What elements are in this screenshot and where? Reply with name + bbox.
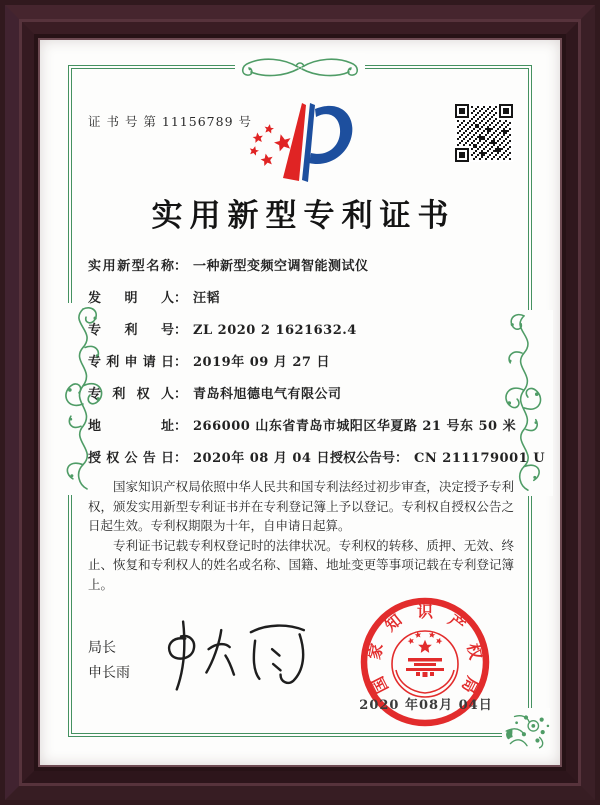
certificate-paper bbox=[40, 40, 560, 765]
field-label: 授权公告号 bbox=[330, 451, 396, 466]
field-value: 266000 山东省青岛市城阳区华夏路 21 号东 50 米 bbox=[193, 419, 517, 434]
seal-char: 识 bbox=[416, 602, 434, 621]
field-colon: ： bbox=[174, 387, 188, 402]
field-colon: ： bbox=[174, 259, 188, 274]
cnipa-patent-logo-icon bbox=[245, 96, 355, 184]
field-row-grant-date bbox=[88, 447, 330, 466]
official-seal bbox=[350, 587, 500, 737]
field-label: 地址 bbox=[88, 419, 174, 434]
director-block bbox=[88, 636, 130, 686]
qr-code bbox=[455, 104, 513, 162]
field-row-utility-model-name bbox=[88, 255, 369, 274]
field-label: 发明人 bbox=[88, 291, 174, 306]
field-row-address bbox=[88, 415, 516, 434]
seal-date: 2020 年08月 04日 bbox=[359, 698, 493, 713]
certificate-title: 实用新型专利证书 bbox=[151, 198, 456, 234]
director-title: 局长 bbox=[88, 640, 116, 656]
top-flourish-ornament bbox=[235, 53, 365, 85]
field-label: 专利号 bbox=[88, 323, 174, 338]
field-value: 2020年 08 月 04 日 bbox=[193, 451, 330, 466]
director-name: 申长雨 bbox=[88, 665, 130, 681]
field-value: 汪韬 bbox=[193, 291, 221, 306]
field-label: 专利申请日 bbox=[88, 355, 174, 370]
field-colon: ： bbox=[174, 291, 188, 306]
field-label: 授权公告日 bbox=[88, 451, 174, 466]
field-value: 一种新型变频空调智能测试仪 bbox=[193, 259, 369, 274]
legal-text-block bbox=[88, 477, 514, 594]
seal-char: 权 bbox=[463, 641, 486, 662]
field-row-filing-date bbox=[88, 351, 330, 370]
seal-char: 国 bbox=[367, 673, 393, 697]
field-colon: ： bbox=[174, 419, 188, 434]
field-label: 实用新型名称 bbox=[88, 259, 174, 274]
national-emblem-icon bbox=[392, 631, 458, 697]
director-signature bbox=[145, 613, 325, 697]
seal-char: 局 bbox=[457, 673, 483, 697]
field-row-patent-number bbox=[88, 319, 357, 338]
legal-paragraph-1: 国家知识产权局依照中华人民共和国专利法经过初步审查，决定授予专利权，颁发实用新型专利证书并在专利登记簿上予以登记。专利权自授权公告之日起生效。专利权期限为十年，自申请日起算。 bbox=[88, 479, 514, 533]
field-colon: ： bbox=[395, 451, 409, 466]
field-row-grant-number bbox=[330, 447, 545, 466]
field-colon: ： bbox=[174, 355, 188, 370]
field-value: 青岛科旭德电气有限公司 bbox=[193, 387, 342, 402]
field-value: 2019年 09 月 27 日 bbox=[193, 355, 330, 370]
legal-paragraph-2: 专利证书记载专利权登记时的法律状况。专利权的转移、质押、无效、终止、恢复和专利权人的姓名或名称、国籍、地址变更等事项记载在专利登记簿上。 bbox=[88, 537, 514, 592]
right-flourish-ornament bbox=[495, 310, 553, 496]
seal-char: 产 bbox=[444, 610, 469, 636]
field-value: ZL 2020 2 1621632.4 bbox=[193, 323, 357, 338]
field-colon: ： bbox=[174, 323, 188, 338]
field-row-inventor bbox=[88, 287, 220, 306]
seal-char: 家 bbox=[364, 641, 387, 662]
seal-char: 知 bbox=[381, 610, 406, 636]
certificate-number: 证 书 号 第 11156789 号 bbox=[88, 114, 252, 129]
corner-floral-ornament bbox=[502, 708, 550, 750]
field-colon: ： bbox=[174, 451, 188, 466]
field-value: CN 211179001 U bbox=[414, 451, 546, 466]
field-row-patentee bbox=[88, 383, 342, 402]
field-label: 专利权人 bbox=[88, 387, 174, 402]
